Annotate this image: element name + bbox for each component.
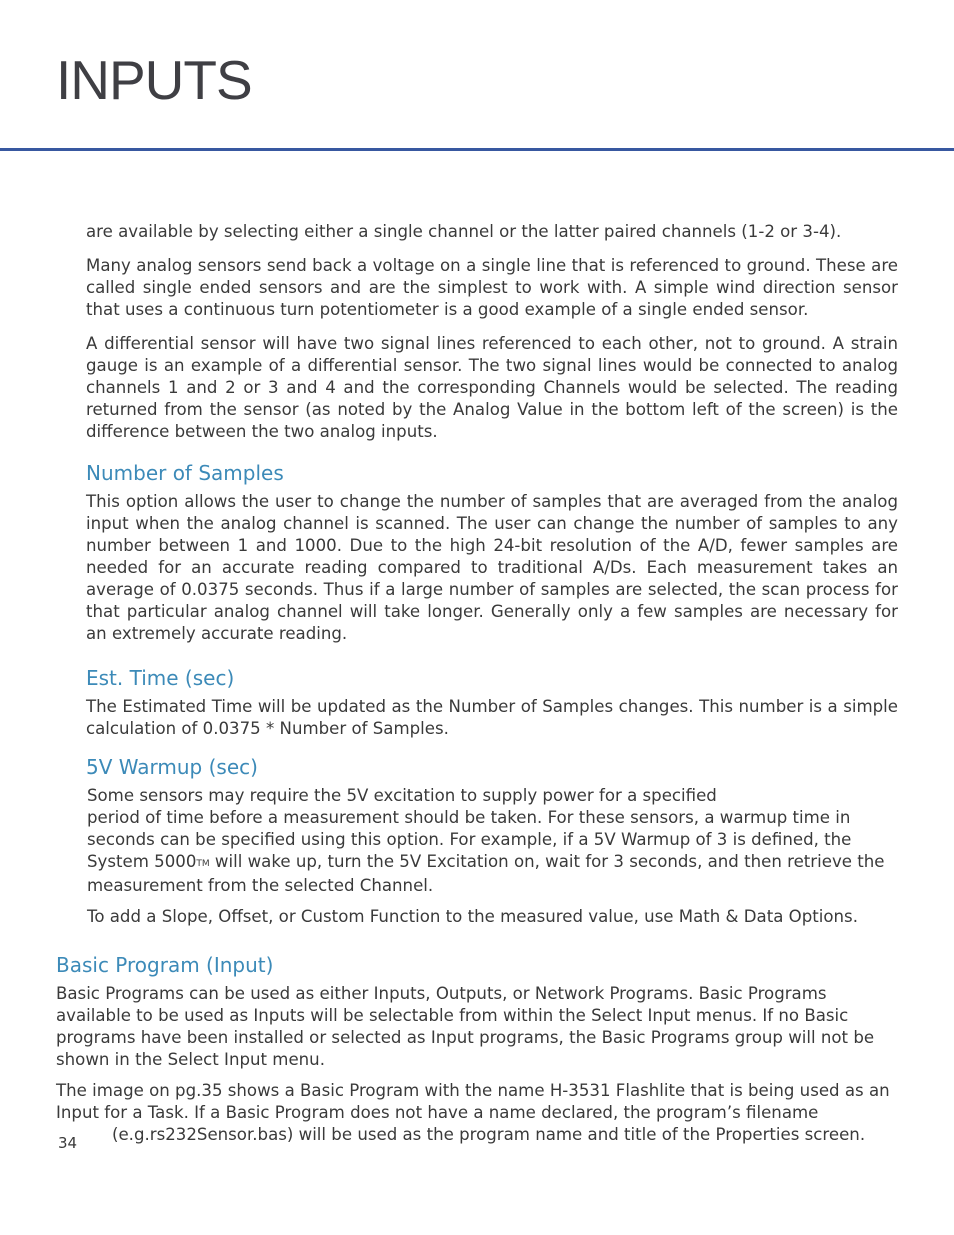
heading-est-time: Est. Time (sec)	[86, 666, 235, 690]
warmup-line: seconds can be specified using this option. For example, if a 5V Warmup of 3 is defined, the	[87, 830, 852, 849]
paragraph-image-reference	[56, 1080, 916, 1146]
paragraph-channels: are available by selecting either a single channel or the latter paired channels (1-2 or 3-4).	[86, 222, 842, 241]
page-number: 34	[58, 1134, 78, 1152]
warmup-line: measurement from the selected Channel.	[87, 876, 434, 895]
trademark-mark: TM	[196, 859, 210, 869]
heading-basic-program: Basic Program (Input)	[56, 953, 274, 977]
warmup-line: period of time before a measurement should be taken. For these sensors, a warmup time in	[87, 808, 851, 827]
page-title: INPUTS	[56, 49, 252, 111]
basic-line: Basic Programs can be used as either Inputs, Outputs, or Network Programs. Basic Programs	[56, 984, 827, 1003]
image-ref-line: The image on pg.35 shows a Basic Program with the name H-3531 Flashlite that is being used as an	[56, 1081, 890, 1100]
paragraph-basic-program	[56, 983, 916, 1071]
basic-line: available to be used as Inputs will be selectable from within the Select Input menus. If no Basic	[56, 1006, 849, 1025]
warmup-line-text: will wake up, turn the 5V Excitation on, wait for 3 seconds, and then retrieve the	[209, 852, 885, 871]
heading-5v-warmup: 5V Warmup (sec)	[86, 755, 258, 779]
warmup-line: Some sensors may require the 5V excitation to supply power for a specified	[87, 786, 717, 805]
paragraph-5v-warmup	[87, 785, 907, 897]
system-name: System 5000	[87, 852, 197, 871]
paragraph-differential: A differential sensor will have two signal lines referenced to each other, not to ground. A strain gauge is an example of a differential sensor. The two signal lines would be connected to analog channels 1 and 2 or 3 and 4 and the corresponding Channels would be selected. The reading returned from the sensor (as noted by the Analog Value in the bottom left of the screen) is the difference between the two analog inputs.	[86, 334, 898, 441]
image-ref-line: (e.g.rs232Sensor.bas) will be used as the program name and title of the Properties screen.	[112, 1125, 866, 1144]
paragraph-est-time: The Estimated Time will be updated as the Number of Samples changes. This number is a simple calculation of 0.0375 * Number of Samples.	[86, 697, 898, 738]
basic-line: shown in the Select Input menu.	[56, 1050, 325, 1069]
basic-line: programs have been installed or selected as Input programs, the Basic Programs group will not be	[56, 1028, 875, 1047]
paragraph-math-options: To add a Slope, Offset, or Custom Function to the measured value, use Math & Data Options.	[87, 907, 858, 926]
paragraph-number-of-samples: This option allows the user to change the number of samples that are averaged from the analog input when the analog channel is scanned. The user can change the number of samples to any number between 1 and 1000. Due to the high 24-bit resolution of the A/D, fewer samples are needed for an accurate reading compared to traditional A/Ds. Each measurement takes an average of 0.0375 seconds. Thus if a large number of samples are selected, the scan process for that particular analog channel will take longer. Generally only a few samples are necessary for an extremely accurate reading.	[86, 492, 898, 643]
header-divider	[0, 148, 954, 151]
image-ref-line: Input for a Task. If a Basic Program does not have a name declared, the program’s filename	[56, 1103, 819, 1122]
heading-number-of-samples: Number of Samples	[86, 461, 284, 485]
paragraph-single-ended: Many analog sensors send back a voltage on a single line that is referenced to ground. These are called single ended sensors and are the simplest to work with. A simple wind direction sensor that uses a continuous turn potentiometer is a good example of a single ended sensor.	[86, 256, 898, 319]
warmup-line	[87, 851, 907, 875]
